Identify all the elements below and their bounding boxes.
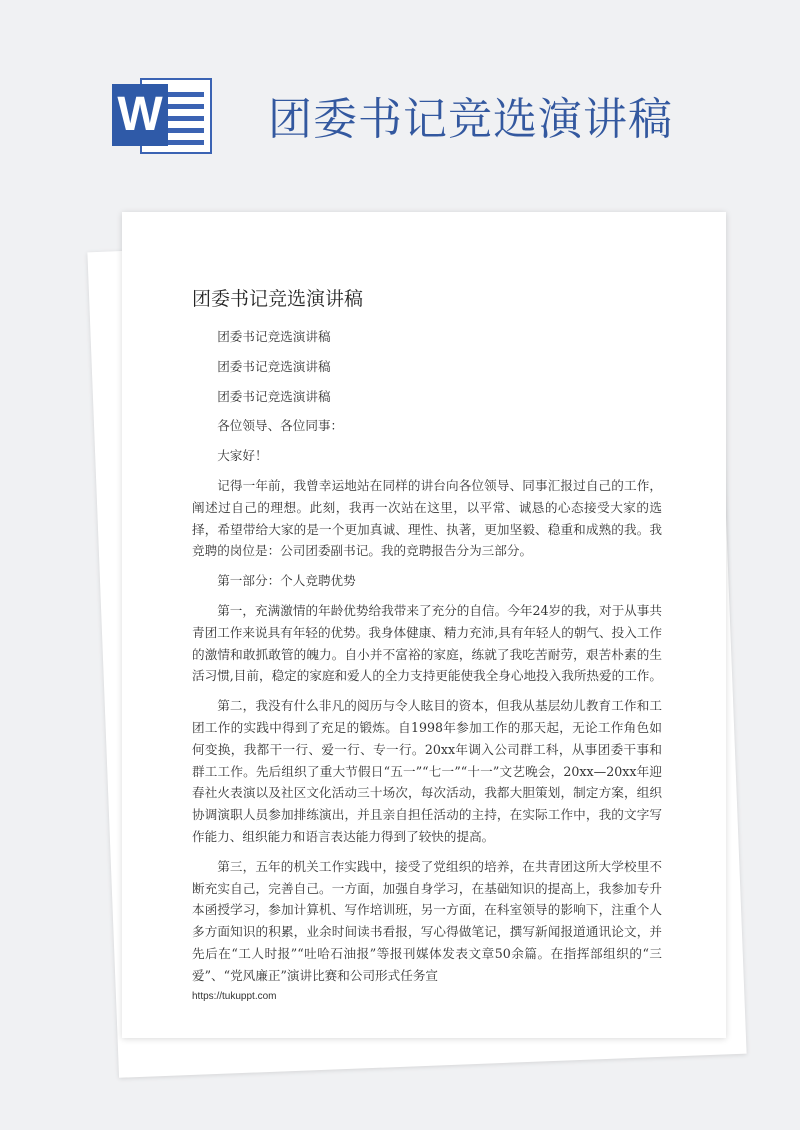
document-title: 团委书记竞选演讲稿 (192, 288, 364, 310)
doc-line (168, 128, 204, 133)
paragraph: 各位领导、各位同事： (217, 418, 344, 434)
doc-line (168, 116, 204, 121)
paragraph: 第一部分：个人竞聘优势 (217, 573, 356, 589)
paragraph: 团委书记竞选演讲稿 (217, 329, 331, 344)
page-header (0, 0, 800, 190)
doc-line (168, 104, 204, 109)
paragraph: 第二，我没有什么非凡的阅历与令人眩目的资本，但我从基层幼儿教育工作和工团工作的实践中得到了充足的锻炼。自1998年参加工作的那天起，无论工作角色如何变换，我都干一行、爱一行、专一行。20xx年调入公司群工科，从事团委干事和群工工作。先后组织了重大节假日“五一”“七一”“十一”文艺晚会，20xx—20xx年迎春社火表演以及社区文化活动三十场次，每次活动，我都大胆策划，制定方案，组织协调演职人员参加排练演出，并且亲自担任活动的主持，在实际工作中，我的文字写作能力、组织能力和语言表达能力得到了较快的提高。 (192, 698, 662, 844)
paragraph: 团委书记竞选演讲稿 (217, 358, 331, 374)
word-w-badge: W (112, 84, 168, 146)
paragraph: 第一，充满激情的年龄优势给我带来了充分的自信。今年24岁的我，对于从事共青团工作来说具有年轻的优势。我身体健康、精力充沛,具有年轻人的朝气、投入工作的激情和敢抓敢管的魄力。自小并不富裕的家庭，练就了我吃苦耐劳，艰苦朴素的生活习惯,目前，稳定的家庭和爱人的全力支持更能使我全身心地投入我所热爱的工作。 (192, 602, 662, 684)
footer-url: https://tukuppt.com (192, 991, 277, 1002)
header-title: 团委书记竞选演讲稿 (268, 94, 673, 145)
paragraph: 团委书记竞选演讲稿 (217, 388, 331, 404)
doc-line (168, 140, 204, 145)
document-page (122, 212, 726, 1038)
paragraph: 第三，五年的机关工作实践中，接受了党组织的培养，在共青团这所大学校里不断充实自己，完善自己。一方面，加强自身学习，在基础知识的提高上，我参加专升本函授学习，参加计算机、写作培训班，另一方面，在科室领导的影响下，注重个人多方面知识的积累，业余时间读书看报，写心得做笔记，撰写新闻报道通讯论文，并先后在“工人时报”“吐哈石油报”等报刊媒体发表文章50余篇。在指挥部组织的“三爱”、“党风廉正”演讲比赛和公司形式任务宣 (192, 858, 662, 983)
word-document-icon (112, 78, 212, 154)
doc-line (168, 92, 204, 97)
document-body (192, 326, 662, 995)
paragraph: 大家好！ (217, 448, 268, 464)
paragraph: 记得一年前，我曾幸运地站在同样的讲台向各位领导、同事汇报过自己的工作，阐述过自己的理想。此刻，我再一次站在这里，以平常、诚恳的心态接受大家的选择，希望带给大家的是一个更加真诚、理性、执著，更加坚毅、稳重和成熟的我。我竞聘的岗位是：公司团委副书记。我的竞聘报告分为三部分。 (192, 477, 662, 559)
